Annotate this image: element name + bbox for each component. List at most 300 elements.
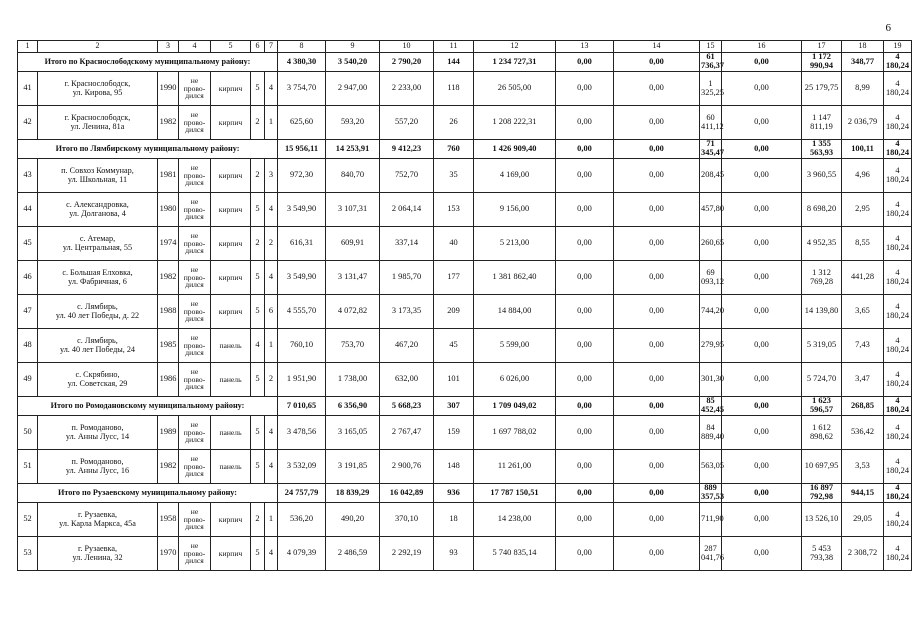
value-cell: 279,95 xyxy=(700,329,722,363)
total-value: 85 452,45 xyxy=(701,396,725,414)
header-cell: 7 xyxy=(265,41,278,53)
value-cell: 3 173,35 xyxy=(380,295,434,329)
table-row xyxy=(18,159,912,193)
table-row xyxy=(18,295,912,329)
total-value: 0,00 xyxy=(722,397,802,416)
table-row xyxy=(18,227,912,261)
value-cell: 337,14 xyxy=(380,227,434,261)
address-line: ул. Анны Лусс, 16 xyxy=(65,465,130,475)
value-cell: 0,00 xyxy=(722,295,802,329)
floors-cell: 2 xyxy=(251,503,265,537)
total-value: 144 xyxy=(434,53,474,72)
value-cell: 4 072,82 xyxy=(326,295,380,329)
value-cell: 35 xyxy=(434,159,474,193)
value-cell: 2,95 xyxy=(842,193,884,227)
value-cell: 0,00 xyxy=(722,261,802,295)
header-cell: 2 xyxy=(38,41,158,53)
row-number: 42 xyxy=(18,106,38,140)
total-value: 0,00 xyxy=(556,484,614,503)
value-cell: 25 179,75 xyxy=(802,72,842,106)
value-cell: 0,00 xyxy=(722,159,802,193)
value-cell: 159 xyxy=(434,416,474,450)
value-cell: 0,00 xyxy=(722,363,802,397)
total-value: 61 736,37 xyxy=(701,52,725,70)
value-cell: 609,91 xyxy=(326,227,380,261)
year-cell: 1982 xyxy=(158,450,179,484)
value-cell: 287 041,76 xyxy=(700,537,722,571)
address-line: г. Рузаевка, xyxy=(77,509,118,519)
total-value: 100,11 xyxy=(842,140,884,159)
value-cell: 3 532,09 xyxy=(278,450,326,484)
value-cell: 0,00 xyxy=(722,72,802,106)
year-cell: 1958 xyxy=(158,503,179,537)
total-value: 15 956,11 xyxy=(278,140,326,159)
material-cell: панель xyxy=(211,416,251,450)
repair-status-cell: не прово-дился xyxy=(179,72,211,106)
value-cell: 209 xyxy=(434,295,474,329)
value-cell: 3,53 xyxy=(842,450,884,484)
value-cell: 2 233,00 xyxy=(380,72,434,106)
floors-cell: 4 xyxy=(251,329,265,363)
value-cell: 1 147 811,19 xyxy=(802,106,842,140)
total-label: Итого по Краснослободскому муниципальному району: xyxy=(18,53,278,72)
total-value: 0,00 xyxy=(556,53,614,72)
total-value: 936 xyxy=(434,484,474,503)
value-cell: 3 960,55 xyxy=(802,159,842,193)
value-cell: 4 180,24 xyxy=(884,193,912,227)
table-row xyxy=(18,329,912,363)
value-cell: 3 549,90 xyxy=(278,193,326,227)
value-cell: 2 947,00 xyxy=(326,72,380,106)
value-cell: 0,00 xyxy=(614,227,700,261)
total-label: Итого по Рузаевскому муниципальному району: xyxy=(18,484,278,503)
total-value: 0,00 xyxy=(722,53,802,72)
total-value: 18 839,29 xyxy=(326,484,380,503)
value-cell: 1 951,90 xyxy=(278,363,326,397)
material-cell: кирпич xyxy=(211,106,251,140)
address-cell xyxy=(38,537,158,571)
total-value: 889 357,53 xyxy=(701,483,725,501)
value-cell: 4 169,00 xyxy=(474,159,556,193)
value-cell: 40 xyxy=(434,227,474,261)
total-value: 307 xyxy=(434,397,474,416)
year-cell: 1981 xyxy=(158,159,179,193)
value-cell: 2 900,76 xyxy=(380,450,434,484)
address-line: с. Лямбирь, xyxy=(77,301,118,311)
value-cell: 0,00 xyxy=(556,227,614,261)
value-cell: 5 724,70 xyxy=(802,363,842,397)
value-cell: 0,00 xyxy=(722,416,802,450)
year-cell: 1986 xyxy=(158,363,179,397)
total-value: 4 180,24 xyxy=(884,484,912,503)
year-cell: 1980 xyxy=(158,193,179,227)
district-total-row xyxy=(18,397,912,416)
value-cell: 753,70 xyxy=(326,329,380,363)
header-cell: 6 xyxy=(251,41,265,53)
total-value: 14 253,91 xyxy=(326,140,380,159)
row-number: 44 xyxy=(18,193,38,227)
total-value: 16 042,89 xyxy=(380,484,434,503)
value-cell: 0,00 xyxy=(614,416,700,450)
row-number: 52 xyxy=(18,503,38,537)
address-line: г. Краснослободск, xyxy=(64,78,131,88)
year-cell: 1982 xyxy=(158,261,179,295)
row-number: 50 xyxy=(18,416,38,450)
header-cell: 18 xyxy=(842,41,884,53)
header-cell: 11 xyxy=(434,41,474,53)
value-cell: 632,00 xyxy=(380,363,434,397)
value-cell: 301,30 xyxy=(700,363,722,397)
repair-status-cell: не прово-дился xyxy=(179,193,211,227)
value-cell: 4 180,24 xyxy=(884,363,912,397)
material-cell: кирпич xyxy=(211,159,251,193)
address-line: ул. Карла Маркса, 45а xyxy=(59,518,136,528)
header-cell: 16 xyxy=(722,41,802,53)
total-value: 1 426 909,40 xyxy=(474,140,556,159)
header-cell: 19 xyxy=(884,41,912,53)
value-cell: 0,00 xyxy=(614,295,700,329)
value-cell: 11 261,00 xyxy=(474,450,556,484)
value-cell: 0,00 xyxy=(556,329,614,363)
floors-cell: 2 xyxy=(251,159,265,193)
repair-status-cell: не прово-дился xyxy=(179,503,211,537)
value-cell: 3 478,56 xyxy=(278,416,326,450)
value-cell: 0,00 xyxy=(556,295,614,329)
value-cell: 2 767,47 xyxy=(380,416,434,450)
total-value: 1 709 049,02 xyxy=(474,397,556,416)
value-cell: 18 xyxy=(434,503,474,537)
floors-cell: 5 xyxy=(251,193,265,227)
value-cell: 4 555,70 xyxy=(278,295,326,329)
header-cell: 5 xyxy=(211,41,251,53)
address-line: п. Совхоз Коммунар, xyxy=(61,165,134,175)
value-cell: 60 411,12 xyxy=(700,106,722,140)
value-cell: 711,90 xyxy=(700,503,722,537)
value-cell: 93 xyxy=(434,537,474,571)
address-cell xyxy=(38,261,158,295)
total-value: 268,85 xyxy=(842,397,884,416)
entrances-cell: 2 xyxy=(265,363,278,397)
entrances-cell: 4 xyxy=(265,193,278,227)
address-line: г. Краснослободск, xyxy=(64,112,131,122)
entrances-cell: 6 xyxy=(265,295,278,329)
apartment-repair-table xyxy=(17,40,912,571)
value-cell: 1 208 222,31 xyxy=(474,106,556,140)
address-line: ул. Фабричная, 6 xyxy=(68,276,127,286)
row-number: 51 xyxy=(18,450,38,484)
value-cell: 2 064,14 xyxy=(380,193,434,227)
value-cell: 0,00 xyxy=(556,416,614,450)
value-cell: 6 026,00 xyxy=(474,363,556,397)
value-cell: 1 312 769,28 xyxy=(802,261,842,295)
address-line: с. Александровка, xyxy=(66,199,129,209)
value-cell: 0,00 xyxy=(614,363,700,397)
table-row xyxy=(18,106,912,140)
total-value: 1 623 596,57 xyxy=(802,397,842,416)
total-value: 0,00 xyxy=(614,53,700,72)
value-cell: 4 180,24 xyxy=(884,537,912,571)
total-value: 0,00 xyxy=(614,397,700,416)
row-number: 48 xyxy=(18,329,38,363)
value-cell: 0,00 xyxy=(556,106,614,140)
table-row xyxy=(18,416,912,450)
value-cell: 4 180,24 xyxy=(884,503,912,537)
material-cell: кирпич xyxy=(211,503,251,537)
year-cell: 1988 xyxy=(158,295,179,329)
value-cell: 370,10 xyxy=(380,503,434,537)
total-value: 4 180,24 xyxy=(884,140,912,159)
material-cell: панель xyxy=(211,363,251,397)
value-cell: 45 xyxy=(434,329,474,363)
value-cell: 0,00 xyxy=(722,450,802,484)
value-cell: 0,00 xyxy=(556,72,614,106)
total-value: 348,77 xyxy=(842,53,884,72)
address-cell xyxy=(38,329,158,363)
value-cell: 0,00 xyxy=(614,329,700,363)
value-cell: 3 165,05 xyxy=(326,416,380,450)
value-cell: 0,00 xyxy=(722,537,802,571)
value-cell: 4 180,24 xyxy=(884,416,912,450)
address-line: п. Ромоданово, xyxy=(71,456,124,466)
total-value: 1 234 727,31 xyxy=(474,53,556,72)
value-cell: 3,65 xyxy=(842,295,884,329)
row-number: 43 xyxy=(18,159,38,193)
address-cell xyxy=(38,416,158,450)
header-cell: 1 xyxy=(18,41,38,53)
total-value: 0,00 xyxy=(614,484,700,503)
value-cell: 0,00 xyxy=(614,503,700,537)
total-value: 6 356,90 xyxy=(326,397,380,416)
address-line: ул. 40 лет Победы, 24 xyxy=(59,344,136,354)
value-cell: 4 079,39 xyxy=(278,537,326,571)
value-cell: 5 213,00 xyxy=(474,227,556,261)
value-cell: 840,70 xyxy=(326,159,380,193)
value-cell: 14 884,00 xyxy=(474,295,556,329)
table-row xyxy=(18,537,912,571)
address-cell xyxy=(38,193,158,227)
repair-status-cell: не прово-дился xyxy=(179,537,211,571)
value-cell: 4 180,24 xyxy=(884,159,912,193)
header-cell: 15 xyxy=(700,41,722,53)
value-cell: 5 740 835,14 xyxy=(474,537,556,571)
repair-status-cell: не прово-дился xyxy=(179,159,211,193)
total-value: 17 787 150,51 xyxy=(474,484,556,503)
value-cell: 9 156,00 xyxy=(474,193,556,227)
value-cell: 3 549,90 xyxy=(278,261,326,295)
value-cell: 490,20 xyxy=(326,503,380,537)
material-cell: кирпич xyxy=(211,537,251,571)
address-cell xyxy=(38,227,158,261)
total-value: 0,00 xyxy=(722,484,802,503)
floors-cell: 5 xyxy=(251,450,265,484)
header-cell: 4 xyxy=(179,41,211,53)
value-cell: 2 292,19 xyxy=(380,537,434,571)
address-cell xyxy=(38,503,158,537)
value-cell: 4 180,24 xyxy=(884,261,912,295)
value-cell: 3,47 xyxy=(842,363,884,397)
value-cell: 7,43 xyxy=(842,329,884,363)
header-cell: 9 xyxy=(326,41,380,53)
table-row xyxy=(18,450,912,484)
floors-cell: 5 xyxy=(251,261,265,295)
header-cell: 8 xyxy=(278,41,326,53)
table-row xyxy=(18,72,912,106)
value-cell: 26 xyxy=(434,106,474,140)
value-cell: 0,00 xyxy=(556,450,614,484)
table-row xyxy=(18,363,912,397)
value-cell: 13 526,10 xyxy=(802,503,842,537)
value-cell: 4 180,24 xyxy=(884,450,912,484)
value-cell: 4 180,24 xyxy=(884,295,912,329)
total-label: Итого по Ромодановскому муниципальному району: xyxy=(18,397,278,416)
value-cell: 0,00 xyxy=(614,450,700,484)
value-cell: 8,55 xyxy=(842,227,884,261)
row-number: 46 xyxy=(18,261,38,295)
value-cell: 1 612 898,62 xyxy=(802,416,842,450)
address-line: ул. Анны Лусс, 14 xyxy=(65,431,130,441)
address-line: с. Большая Елховка, xyxy=(62,267,133,277)
address-line: с. Атемар, xyxy=(79,233,116,243)
value-cell: 457,80 xyxy=(700,193,722,227)
value-cell: 84 889,40 xyxy=(700,416,722,450)
entrances-cell: 1 xyxy=(265,329,278,363)
district-total-row xyxy=(18,484,912,503)
value-cell: 4 180,24 xyxy=(884,329,912,363)
total-value: 7 010,65 xyxy=(278,397,326,416)
floors-cell: 5 xyxy=(251,72,265,106)
value-cell: 14 238,00 xyxy=(474,503,556,537)
value-cell: 0,00 xyxy=(614,537,700,571)
value-cell: 1 738,00 xyxy=(326,363,380,397)
floors-cell: 5 xyxy=(251,295,265,329)
value-cell: 8,99 xyxy=(842,72,884,106)
row-number: 49 xyxy=(18,363,38,397)
total-value: 0,00 xyxy=(614,140,700,159)
value-cell: 441,28 xyxy=(842,261,884,295)
total-value: 9 412,23 xyxy=(380,140,434,159)
value-cell: 557,20 xyxy=(380,106,434,140)
total-value: 2 790,20 xyxy=(380,53,434,72)
address-cell xyxy=(38,72,158,106)
entrances-cell: 4 xyxy=(265,537,278,571)
value-cell: 3 131,47 xyxy=(326,261,380,295)
repair-status-cell: не прово-дился xyxy=(179,416,211,450)
address-line: ул. Советская, 29 xyxy=(67,378,128,388)
value-cell: 4 180,24 xyxy=(884,227,912,261)
address-cell xyxy=(38,106,158,140)
value-cell: 5 319,05 xyxy=(802,329,842,363)
value-cell: 4 180,24 xyxy=(884,72,912,106)
page-number: 6 xyxy=(885,22,891,34)
entrances-cell: 4 xyxy=(265,416,278,450)
entrances-cell: 4 xyxy=(265,72,278,106)
value-cell: 69 093,12 xyxy=(700,261,722,295)
value-cell: 0,00 xyxy=(556,261,614,295)
address-line: с. Лямбирь, xyxy=(77,335,118,345)
address-line: ул. Школьная, 11 xyxy=(67,174,128,184)
value-cell: 0,00 xyxy=(556,363,614,397)
repair-status-cell: не прово-дился xyxy=(179,106,211,140)
address-line: ул. Центральная, 55 xyxy=(62,242,133,252)
district-total-row xyxy=(18,140,912,159)
value-cell: 260,65 xyxy=(700,227,722,261)
row-number: 41 xyxy=(18,72,38,106)
value-cell: 208,45 xyxy=(700,159,722,193)
header-cell: 17 xyxy=(802,41,842,53)
value-cell: 0,00 xyxy=(614,193,700,227)
value-cell: 0,00 xyxy=(614,106,700,140)
total-value: 71 345,47 xyxy=(701,139,725,157)
year-cell: 1970 xyxy=(158,537,179,571)
value-cell: 0,00 xyxy=(722,193,802,227)
value-cell: 563,05 xyxy=(700,450,722,484)
material-cell: кирпич xyxy=(211,295,251,329)
value-cell: 0,00 xyxy=(614,261,700,295)
value-cell: 14 139,80 xyxy=(802,295,842,329)
total-value: 944,15 xyxy=(842,484,884,503)
total-value: 4 380,30 xyxy=(278,53,326,72)
row-number: 53 xyxy=(18,537,38,571)
table-row xyxy=(18,193,912,227)
entrances-cell: 1 xyxy=(265,503,278,537)
district-total-row xyxy=(18,53,912,72)
value-cell: 148 xyxy=(434,450,474,484)
value-cell: 101 xyxy=(434,363,474,397)
value-cell: 760,10 xyxy=(278,329,326,363)
value-cell: 3 754,70 xyxy=(278,72,326,106)
floors-cell: 5 xyxy=(251,537,265,571)
value-cell: 10 697,95 xyxy=(802,450,842,484)
value-cell: 177 xyxy=(434,261,474,295)
table-row xyxy=(18,503,912,537)
repair-status-cell: не прово-дился xyxy=(179,329,211,363)
total-value: 0,00 xyxy=(556,140,614,159)
value-cell: 536,42 xyxy=(842,416,884,450)
value-cell: 0,00 xyxy=(614,72,700,106)
address-line: ул. Долганова, 4 xyxy=(69,208,126,218)
header-cell: 14 xyxy=(614,41,700,53)
value-cell: 4,96 xyxy=(842,159,884,193)
value-cell: 4 180,24 xyxy=(884,106,912,140)
total-value: 0,00 xyxy=(722,140,802,159)
value-cell: 0,00 xyxy=(556,159,614,193)
value-cell: 153 xyxy=(434,193,474,227)
address-cell xyxy=(38,363,158,397)
material-cell: кирпич xyxy=(211,261,251,295)
total-value: 760 xyxy=(434,140,474,159)
value-cell: 0,00 xyxy=(722,329,802,363)
year-cell: 1982 xyxy=(158,106,179,140)
address-line: с. Скрябино, xyxy=(75,369,120,379)
total-value: 4 180,24 xyxy=(884,53,912,72)
entrances-cell: 4 xyxy=(265,261,278,295)
value-cell: 3 191,85 xyxy=(326,450,380,484)
entrances-cell: 2 xyxy=(265,227,278,261)
value-cell: 0,00 xyxy=(722,227,802,261)
value-cell: 118 xyxy=(434,72,474,106)
row-number: 47 xyxy=(18,295,38,329)
value-cell: 5 599,00 xyxy=(474,329,556,363)
total-value: 1 172 990,94 xyxy=(802,53,842,72)
value-cell: 2 486,59 xyxy=(326,537,380,571)
repair-status-cell: не прово-дился xyxy=(179,363,211,397)
entrances-cell: 1 xyxy=(265,106,278,140)
value-cell: 752,70 xyxy=(380,159,434,193)
floors-cell: 2 xyxy=(251,106,265,140)
value-cell: 616,31 xyxy=(278,227,326,261)
header-cell: 13 xyxy=(556,41,614,53)
floors-cell: 5 xyxy=(251,363,265,397)
